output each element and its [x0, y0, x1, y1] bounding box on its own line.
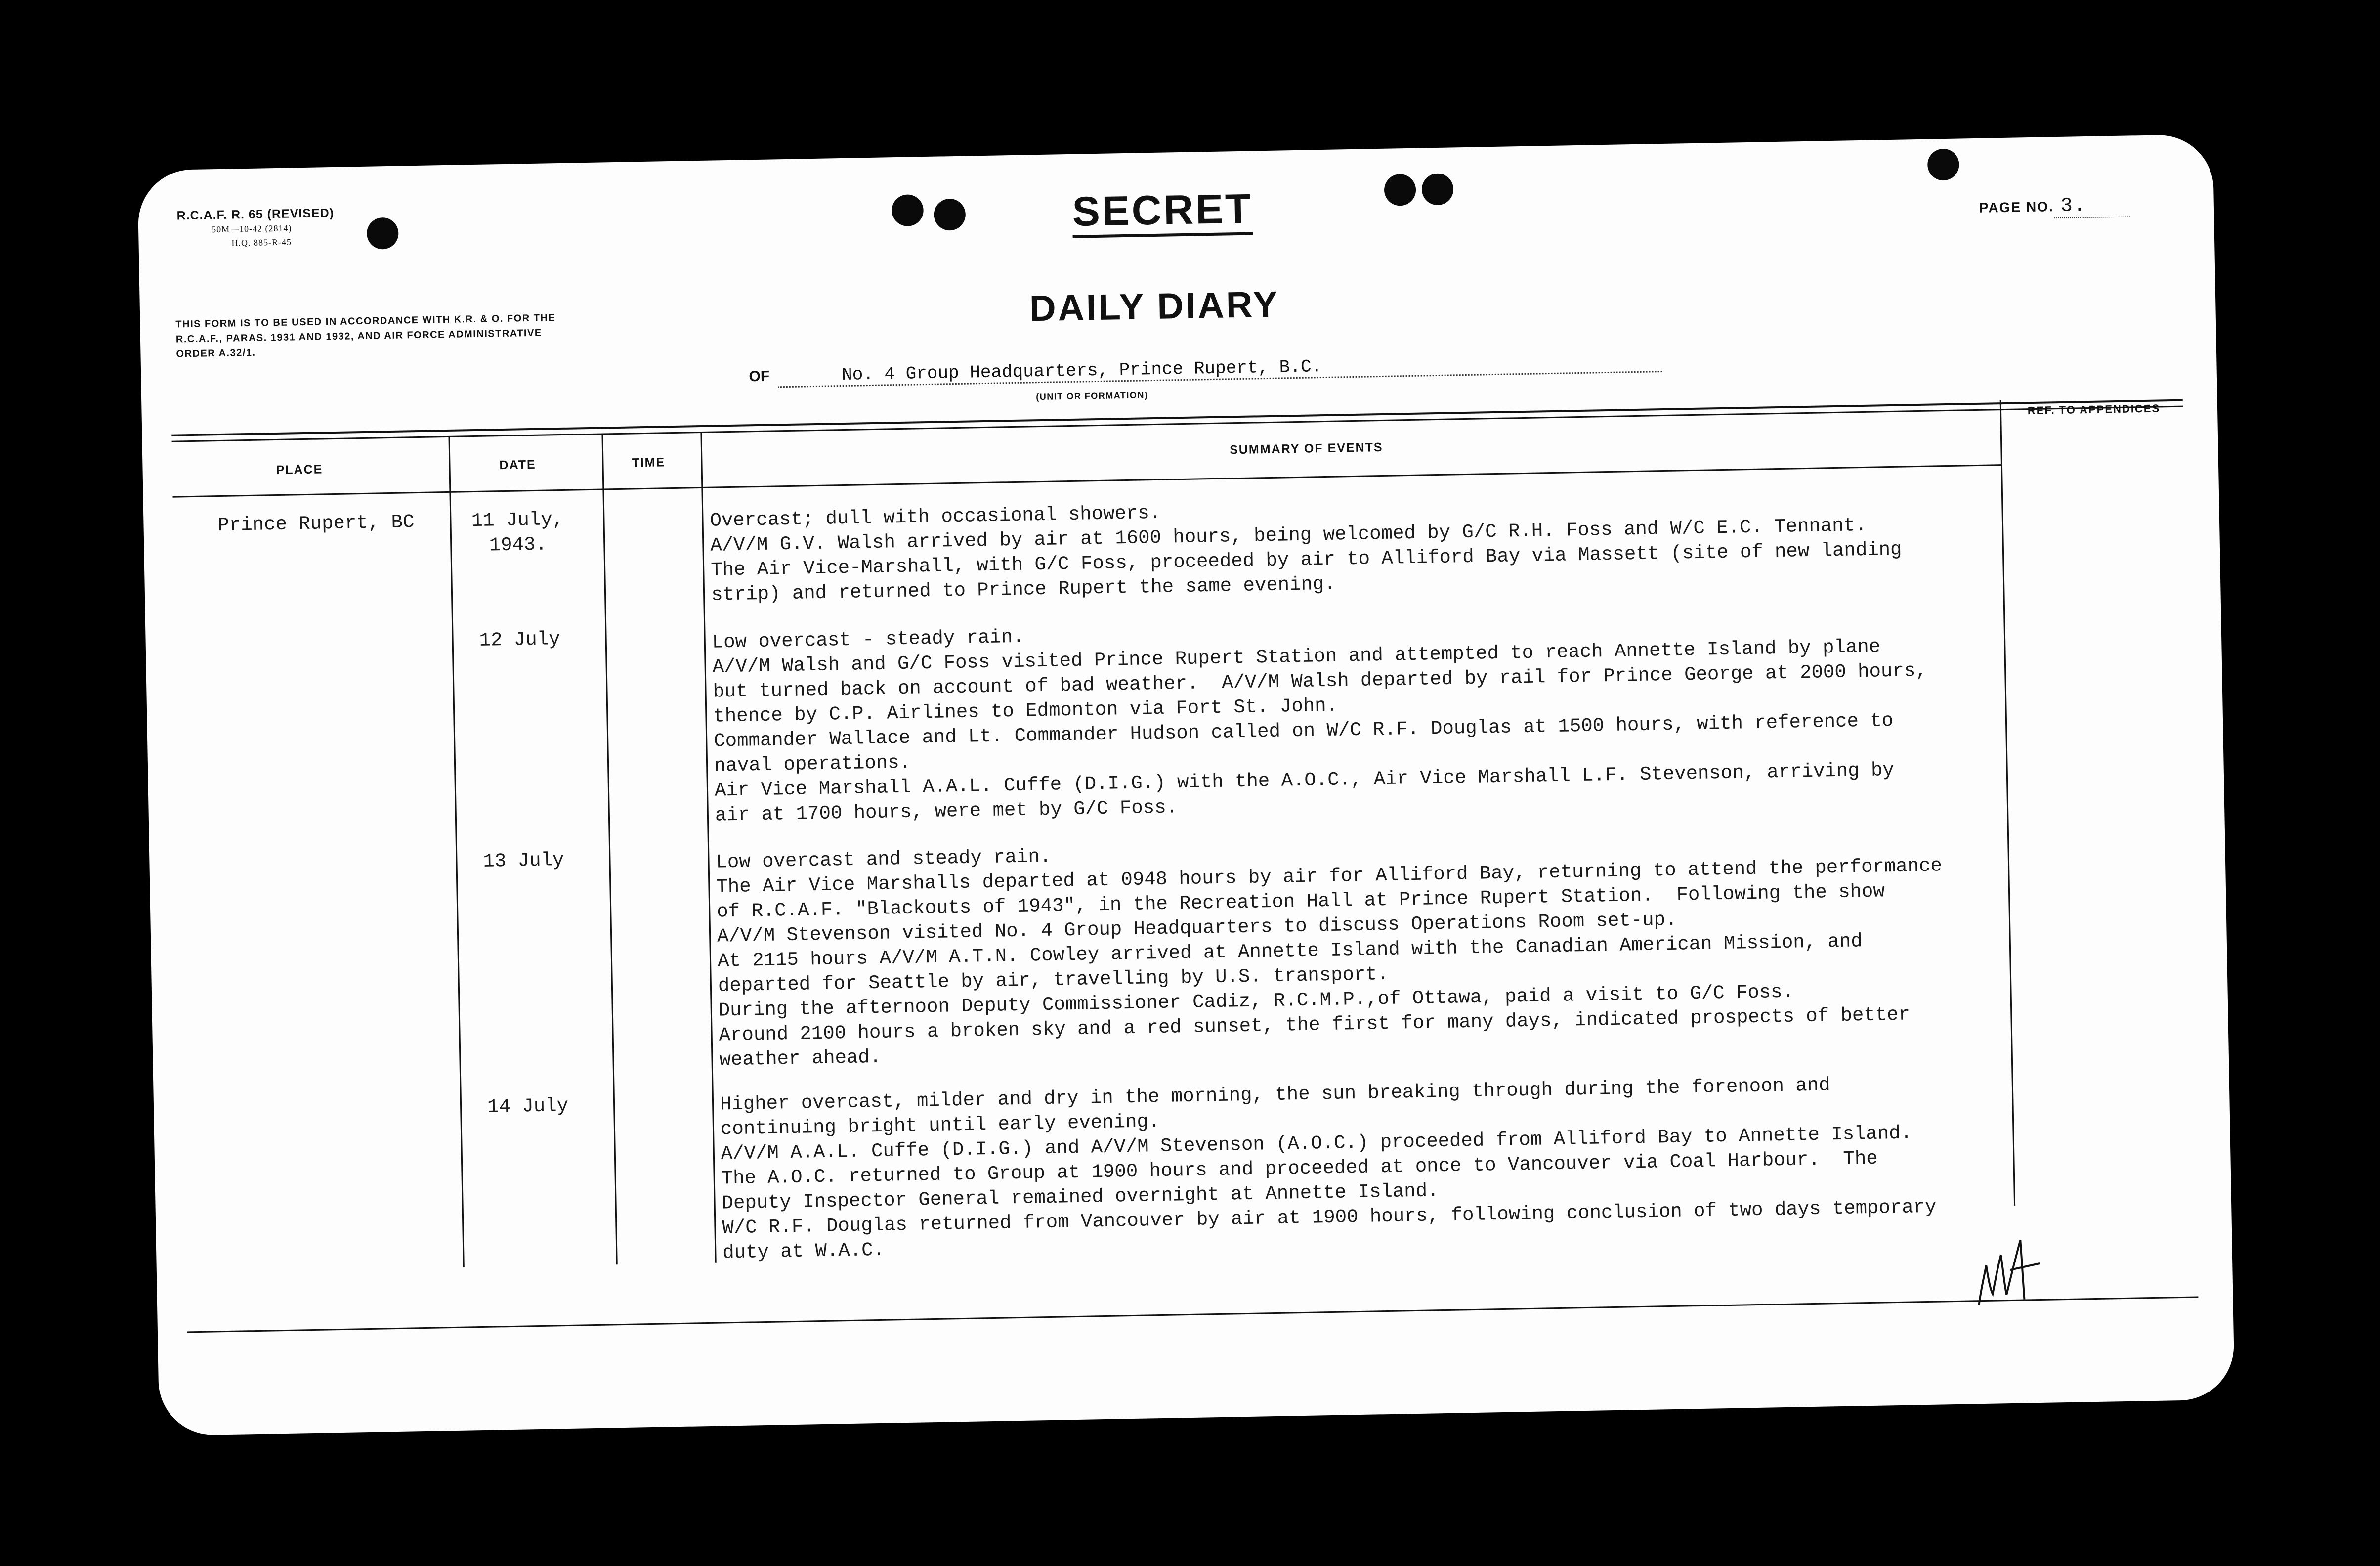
usage-instructions: THIS FORM IS TO BE USED IN ACCORDANCE WITH K.R. & O. FOR THE R.C.A.F., PARAS. 1931 AND 1932, AND AIR FORCE ADMINISTRATIVE ORDER A.32/1. — [175, 312, 556, 360]
form-title: DAILY DIARY — [1029, 283, 1280, 329]
entry-date: 13 July — [483, 849, 564, 872]
page-number-field — [1979, 194, 2130, 219]
punch-hole — [1421, 173, 1453, 205]
column-header-date: DATE — [499, 457, 536, 473]
entry-date: 14 July — [487, 1094, 569, 1118]
unit-field — [749, 350, 1662, 388]
form-number: R.C.A.F. R. 65 (REVISED) — [176, 206, 335, 223]
entry-date: 11 July, 1943. — [471, 508, 564, 557]
initials-signature — [1975, 1235, 2045, 1310]
entry-summary: Low overcast - steady rain. A/V/M Walsh and G/C Foss visited Prince Rupert Station and attempted to reach Annette Island by plane but turned back on account of bad weather. A/V/M Walsh departed by rail for Prince George at 2000 hours, thence by C.P. Airlines to Edmonton via Fort St. John. Commander Wallace and Lt. Commander Hudson called on W/C R.F. Douglas at 1500 hours, with reference to naval operations. Air Vice Marshall A.A.L. Cuffe (D.I.G.) with the A.O.C., Air Vice Marshall L.F. Stevenson, arriving by air at 1700 hours, were met by G/C Foss. — [712, 626, 1927, 826]
unit-value: No. 4 Group Headquarters, Prince Rupert, B.C. — [777, 350, 1662, 388]
column-header-time: TIME — [632, 455, 666, 470]
print-line: 50M—10-42 (2814) — [211, 223, 292, 235]
column-header-summary: SUMMARY OF EVENTS — [1229, 440, 1383, 457]
entry-date: 12 July — [479, 628, 560, 652]
diary-form-card — [137, 134, 2235, 1436]
punch-hole — [934, 199, 966, 231]
unit-caption: (UNIT OR FORMATION) — [1036, 390, 1148, 402]
column-divider — [601, 434, 617, 1264]
entry-summary: Overcast; dull with occasional showers. A/V/M G.V. Walsh arrived by air at 1600 hours, being welcomed by G/C R.H. Foss and W/C E.C. Tennant. The Air Vice-Marshall, with G/C Foss, proceeded by air to Alliford Bay via Massett (site of new landing strip) and returned to Prince Rupert the same evening. — [710, 502, 1902, 606]
column-header-ref: REF. TO APPENDICES — [2027, 402, 2161, 417]
punch-hole — [1927, 149, 1959, 181]
form-identifier — [176, 206, 335, 251]
punch-hole — [367, 218, 399, 250]
page-number-value: 3. — [2053, 194, 2130, 218]
page-number-label: PAGE NO. — [1979, 199, 2054, 216]
punch-hole — [892, 194, 924, 226]
classification-heading: SECRET — [1072, 184, 1253, 238]
unit-field-label: OF — [749, 368, 770, 385]
entry-summary: Higher overcast, milder and dry in the morning, the sun breaking through during the forenoon and continuing bright until early evening. A/V/M A.A.L. Cuffe (D.I.G.) and A/V/M Stevenson (A.O.C.) proceeded from Alliford Bay to Annette Island. The A.O.C. returned to Group at 1900 hours and proceeded at once to Vancouver via Coal Harbour. The Deputy Inspector General remained overnight at Annette Island. W/C R.F. Douglas returned from Vancouver by air at 1900 hours, following conclusion of two days temporary duty at W.A.C. — [720, 1074, 1937, 1264]
print-line: H.Q. 885-R-45 — [231, 237, 292, 248]
entry-summary: Low overcast and steady rain. The Air Vice Marshalls departed at 0948 hours by air for Alliford Bay, returning to attend the performance of R.C.A.F. "Blackouts of 1943", in the Recreation Hall at Prince Rupert Station. Following the show A/V/M Stevenson visited No. 4 Group Headquarters to discuss Operations Room set-up. At 2115 hours A/V/M A.T.N. Cowley arrived at Annette Island with the Canadian American Mission, and departed for Seattle by air, travelling by U.S. transport. During the afternoon Deputy Commissioner Cadiz, R.C.M.P.,of Ottawa, paid a visit to G/C Foss. Around 2100 hours a broken sky and a red sunset, the first for many days, indicated prospects of better weather ahead. — [716, 845, 1943, 1071]
table-top-rule — [171, 399, 2182, 436]
place-cell: Prince Rupert, BC — [217, 511, 415, 537]
table-bottom-rule — [187, 1296, 2198, 1333]
punch-hole — [1384, 174, 1416, 206]
column-header-place: PLACE — [276, 462, 323, 478]
column-divider — [2000, 400, 2015, 1206]
table-top-rule — [172, 406, 2183, 442]
